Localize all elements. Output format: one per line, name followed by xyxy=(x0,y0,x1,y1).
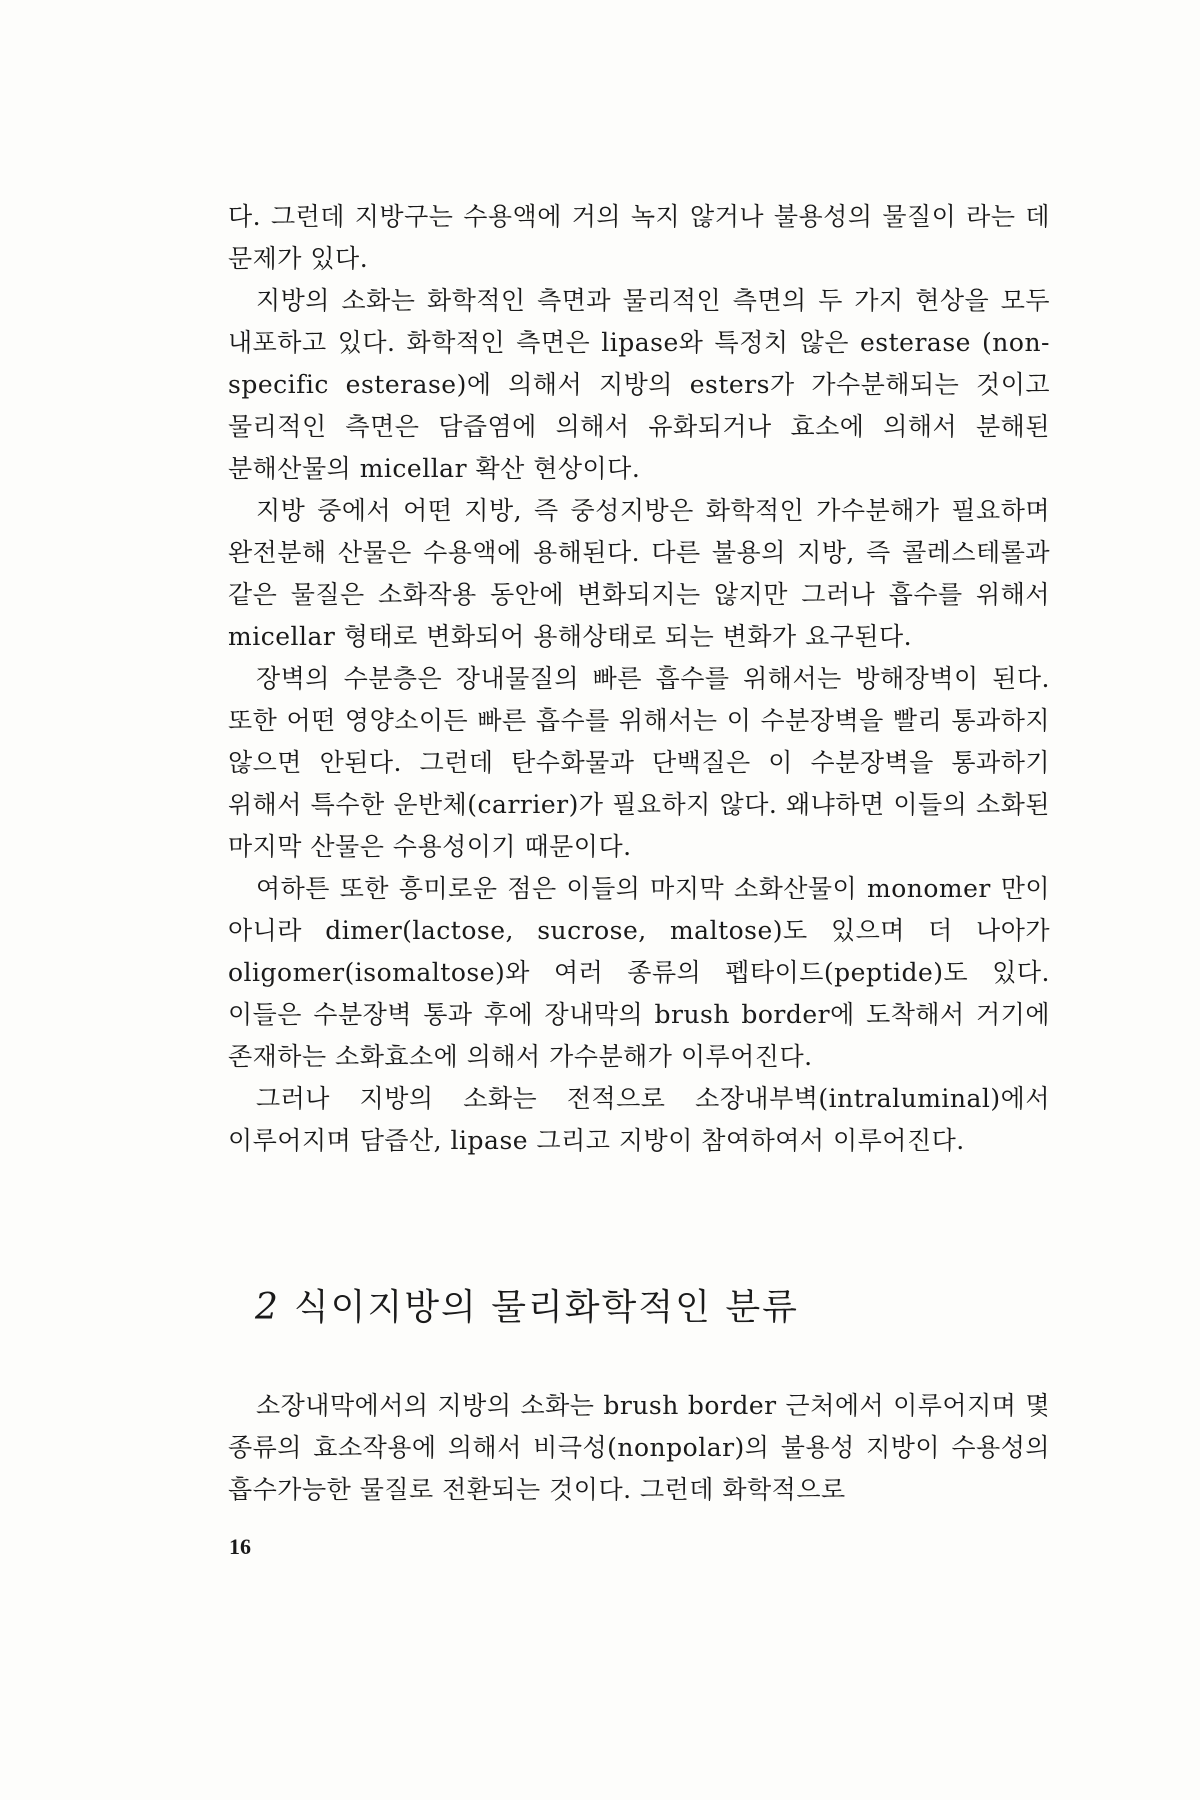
body-text-bottom xyxy=(228,1385,1050,1511)
paragraph-continuation: 다. 그런데 지방구는 수용액에 거의 녹지 않거나 불용성의 물질이 라는 데 문제가 있다. xyxy=(228,202,1050,273)
paragraph-fat-digestion-aspects: 지방의 소화는 화학적인 측면과 물리적인 측면의 두 가지 현상을 모두 내포하고 있다. 화학적인 측면은 lipase와 특정치 않은 esterase (non-specific esterase)에 의해서 지방의 esters가 가수분해되는 것이고 물리적인 측면은 담즙염에 의해서 유화되거나 효소에 의해서 분해된 분해산물의 micellar 확산 현상이다. xyxy=(228,286,1050,483)
section-number: 2 xyxy=(255,1287,280,1328)
paragraph-water-layer: 장벽의 수분층은 장내물질의 빠른 흡수를 위해서는 방해장벽이 된다. 또한 어떤 영양소이든 빠른 흡수를 위해서는 이 수분장벽을 빨리 통과하지 않으면 안된다. 그런데 탄수화물과 단백질은 이 수분장벽을 통과하기 위해서 특수한 운반체(carrier)가 필요하지 않다. 왜냐하면 이들의 소화된 마지막 산물은 수용성이기 때문이다. xyxy=(228,664,1050,861)
section-title: 식이지방의 물리화학적인 분류 xyxy=(293,1287,799,1328)
paragraph-digestion-products: 여하튼 또한 흥미로운 점은 이들의 마지막 소화산물이 monomer 만이 아니라 dimer(lactose, sucrose, maltose)도 있으며 더 나아가 oligomer(isomaltose)와 여러 종류의 펩타이드(peptide)도 있다. 이들은 수분장벽 통과 후에 장내막의 brush border에 도착해서 거기에 존재하는 소화효소에 의해서 가수분해가 이루어진다. xyxy=(228,874,1050,1071)
paragraph-section-intro: 소장내막에서의 지방의 소화는 brush border 근처에서 이루어지며 몇 종류의 효소작용에 의해서 비극성(nonpolar)의 불용성 지방이 수용성의 흡수가능한 물질로 전환되는 것이다. 그런데 화학적으로 xyxy=(228,1391,1050,1504)
paragraph-neutral-fat: 지방 중에서 어떤 지방, 즉 중성지방은 화학적인 가수분해가 필요하며 완전분해 산물은 수용액에 용해된다. 다른 불용의 지방, 즉 콜레스테롤과 같은 물질은 소화작용 동안에 변화되지는 않지만 그러나 흡수를 위해서 micellar 형태로 변화되어 용해상태로 되는 변화가 요구된다. xyxy=(228,496,1050,651)
body-text-top xyxy=(228,196,1050,1162)
paragraph-intraluminal: 그러나 지방의 소화는 전적으로 소장내부벽(intraluminal)에서 이루어지며 담즙산, lipase 그리고 지방이 참여하여서 이루어진다. xyxy=(228,1084,1050,1155)
section-heading xyxy=(255,1283,1055,1333)
page-number: 16 xyxy=(229,1534,251,1559)
